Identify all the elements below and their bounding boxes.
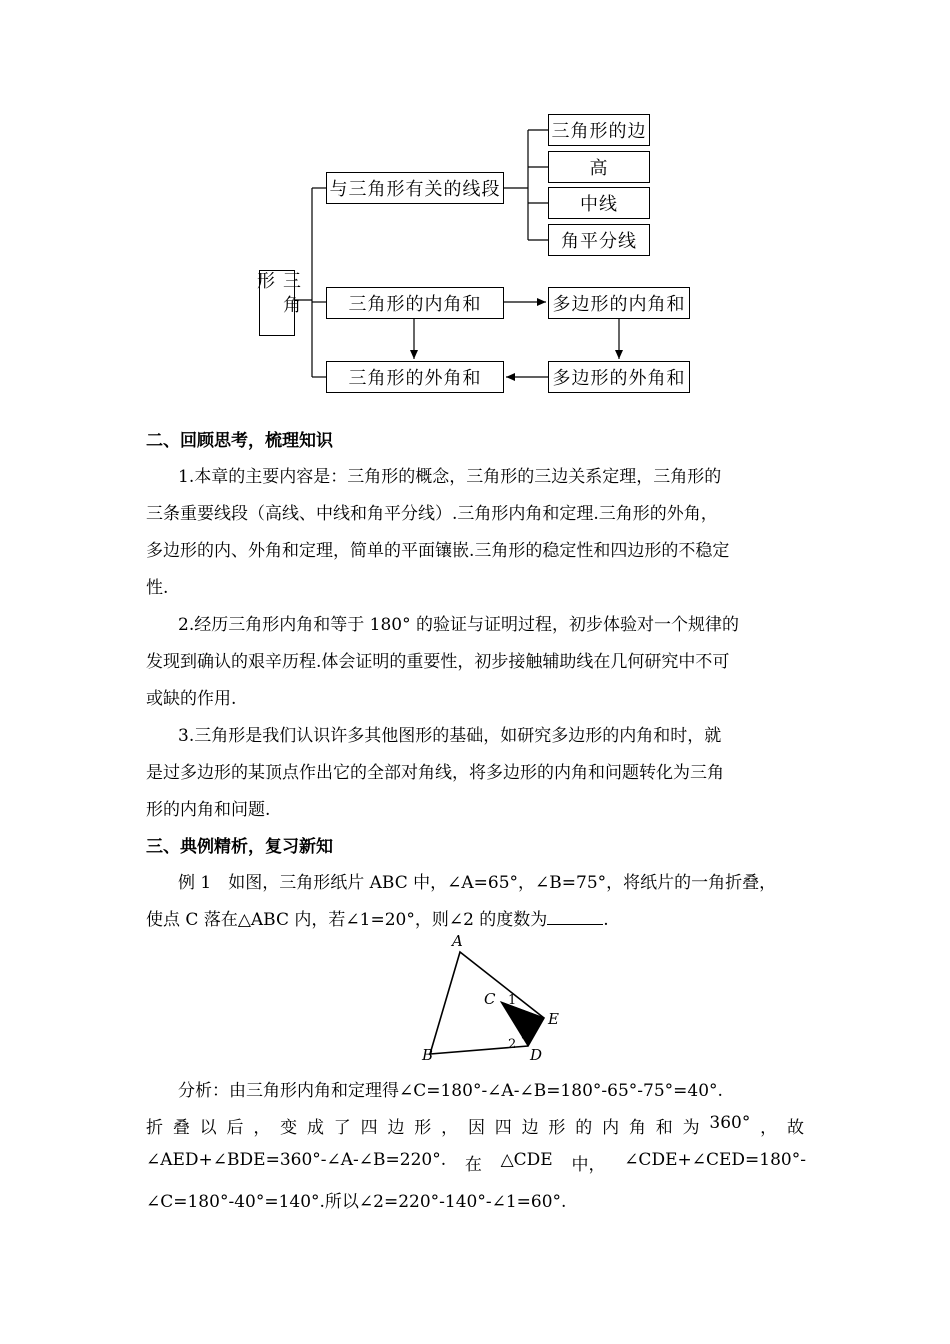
segments-label: 与三角形有关的线段 [329, 179, 501, 200]
word: 成 [306, 1118, 324, 1138]
word: 叠 [172, 1118, 190, 1138]
p2-line: 2.经历三角形内角和等于 180° 的验证与证明过程，初步体验对一个规律的 [178, 615, 739, 635]
word: 的 [575, 1118, 593, 1138]
word: 故 [787, 1118, 804, 1138]
word: 变 [280, 1118, 298, 1138]
polygon-interior-box [548, 287, 690, 319]
answer-blank[interactable] [547, 908, 603, 925]
segments-box [326, 172, 504, 204]
example-text: 使点 C 落在△ABC 内，若∠1=20°，则∠2 的度数为 [146, 910, 548, 930]
label-B: B [422, 1046, 434, 1064]
word: 四 [494, 1118, 512, 1138]
example-end: . [603, 910, 609, 930]
word: 边 [521, 1118, 539, 1138]
root-label: 三角形 [254, 271, 301, 319]
analysis-line: ∠C=180°-40°=140°.所以∠2=220°-140°-∠1=60°. [146, 1192, 567, 1212]
word: 为 [682, 1118, 700, 1138]
p1-line: 多边形的内、外角和定理，简单的平面镶嵌.三角形的稳定性和四边形的不稳定 [146, 541, 730, 561]
exterior-sum-label: 三角形的外角和 [348, 368, 482, 389]
word: 和 [655, 1118, 673, 1138]
interior-sum-box [326, 287, 504, 319]
root-box [254, 270, 301, 336]
p3-line: 形的内角和问题. [146, 800, 271, 820]
word: 形 [414, 1118, 432, 1138]
word: 了 [333, 1118, 351, 1138]
word: 后 [226, 1118, 244, 1138]
section2-heading: 二、回顾思考，梳理知识 [146, 431, 333, 451]
p2-line: 发现到确认的艰辛历程.体会证明的重要性，初步接触辅助线在几何研究中不可 [146, 652, 730, 672]
word: ∠AED+∠BDE=360°-∠A-∠B=220°. [146, 1150, 447, 1170]
word: ∠CDE+∠CED=180°- [624, 1150, 806, 1170]
word: 折 [146, 1118, 163, 1138]
segment-item-height: 高 [589, 158, 609, 179]
word: 在 [464, 1155, 482, 1175]
word: 角 [628, 1118, 646, 1138]
polygon-exterior-box [548, 361, 690, 393]
word: 形 [548, 1118, 566, 1138]
interior-sum-label: 三角形的内角和 [348, 294, 482, 315]
polygon-exterior-label: 多边形的外角和 [552, 368, 686, 389]
segment-item-box [548, 151, 650, 183]
label-2: 2 [508, 1037, 517, 1052]
analysis-line: 分析：由三角形内角和定理得∠C=180°-∠A-∠B=180°-65°-75°=40°. [178, 1081, 723, 1101]
segment-item-side: 三角形的边 [551, 121, 647, 142]
label-D: D [530, 1046, 543, 1064]
p1-line: 性. [146, 578, 169, 598]
segment-item-bisector: 角平分线 [561, 231, 637, 252]
word: 边 [387, 1118, 405, 1138]
word: ， [760, 1118, 778, 1138]
p2-line: 或缺的作用. [146, 689, 237, 709]
segment-item-box [548, 114, 650, 146]
word: 四 [360, 1118, 378, 1138]
label-1: 1 [508, 993, 517, 1008]
section3-heading: 三、典例精析，复习新知 [146, 837, 333, 857]
analysis-line-justified [146, 1113, 804, 1138]
word: 以 [199, 1118, 217, 1138]
example-line-2 [146, 905, 609, 930]
word: 360° [709, 1113, 751, 1133]
exterior-sum-box [326, 361, 504, 393]
word: 中， [571, 1155, 606, 1175]
p3-line: 3.三角形是我们认识许多其他图形的基础，如研究多边形的内角和时，就 [178, 726, 722, 746]
label-A: A [452, 932, 463, 950]
segment-item-box [548, 187, 650, 219]
word: 因 [467, 1118, 485, 1138]
p1-line: 1.本章的主要内容是：三角形的概念，三角形的三边关系定理，三角形的 [178, 467, 722, 487]
analysis-line-justified [146, 1150, 806, 1175]
word: ， [441, 1118, 459, 1138]
segment-item-median: 中线 [580, 194, 618, 215]
word: 内 [602, 1118, 620, 1138]
word: ， [253, 1118, 271, 1138]
polygon-interior-label: 多边形的内角和 [552, 294, 686, 315]
word: △CDE [500, 1150, 553, 1170]
segment-item-box [548, 224, 650, 256]
triangle-figure [418, 932, 578, 1064]
example-line: 例 1 如图，三角形纸片 ABC 中，∠A=65°，∠B=75°，将纸片的一角折叠， [178, 873, 777, 893]
p1-line: 三条重要线段（高线、中线和角平分线）.三角形内角和定理.三角形的外角， [146, 504, 718, 524]
p3-line: 是过多边形的某顶点作出它的全部对角线，将多边形的内角和问题转化为三角 [146, 763, 724, 783]
label-C: C [484, 990, 496, 1008]
label-E: E [548, 1010, 559, 1028]
